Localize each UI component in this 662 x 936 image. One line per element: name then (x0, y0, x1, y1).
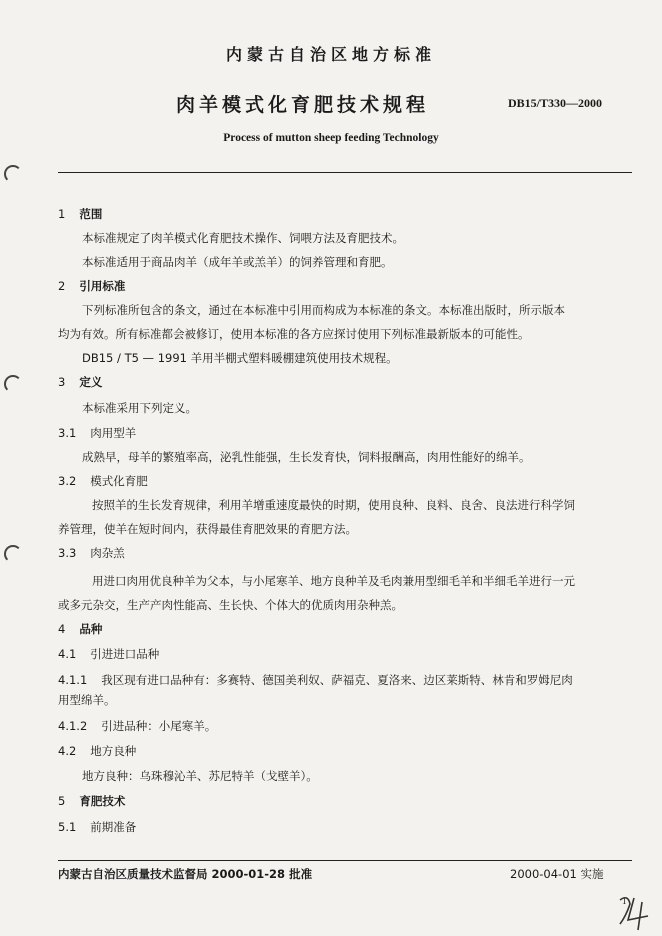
section-heading (58, 718, 216, 734)
punch-hole-mark (4, 545, 22, 563)
paragraph-text: 均为有效。所有标准都会被修订，使用本标准的各方应探讨使用下列标准最新版本的可能性。 (58, 327, 530, 341)
section-number: 4 (58, 622, 66, 636)
body-text-line (58, 521, 357, 537)
paragraph-text: 养管理，使羊在短时间内，获得最佳育肥效果的育肥方法。 (58, 522, 357, 536)
body-text-line (82, 400, 197, 416)
paragraph-text: 本标准规定了肉羊模式化育肥技术操作、饲喂方法及育肥技术。 (82, 231, 404, 245)
section-heading (58, 545, 125, 561)
body-text-line (82, 449, 531, 465)
section-number: 3.3 (58, 546, 77, 560)
section-number: 3.2 (58, 474, 77, 488)
section-heading (58, 206, 102, 222)
issuer-approval: 内蒙古自治区质量技术监督局 2000-01-28 批准 (58, 867, 313, 881)
section-number: 1 (58, 207, 66, 221)
paragraph-text: 地方良种：乌珠穆沁羊、苏尼特羊（戈壁羊）。 (82, 769, 318, 783)
punch-hole-mark (4, 375, 22, 393)
punch-hole-mark (4, 165, 22, 183)
section-heading (58, 646, 159, 662)
body-text-line (82, 350, 398, 366)
section-number: 5 (58, 794, 66, 808)
section-title: 定义 (79, 375, 103, 389)
section-title: 范围 (79, 207, 103, 221)
section-title: 引进品种：小尾寒羊。 (101, 719, 217, 733)
section-number: 3 (58, 375, 66, 389)
standard-code: DB15/T330—2000 (508, 96, 603, 110)
section-heading (58, 819, 136, 835)
paragraph-text: 下列标准所包含的条文，通过在本标准中引用而构成为本标准的条文。本标准出版时，所示版本 (82, 303, 565, 317)
body-text-line (58, 326, 530, 342)
section-heading (58, 793, 125, 809)
section-heading (58, 425, 136, 441)
body-text-line (82, 768, 318, 784)
section-heading (58, 278, 125, 294)
section-title: 肉用型羊 (90, 426, 137, 440)
body-text-line (58, 692, 116, 708)
body-text-line (82, 302, 565, 318)
section-title: 肉杂羔 (90, 546, 125, 560)
paragraph-text: 本标准采用下列定义。 (82, 401, 197, 415)
section-title: 模式化育肥 (90, 474, 148, 488)
header-rule (58, 172, 632, 173)
standard-title: 肉羊模式化育肥技术规程 (176, 94, 430, 116)
section-number: 5.1 (58, 820, 77, 834)
section-number: 2 (58, 279, 66, 293)
body-text-line (82, 254, 393, 270)
section-title: 品种 (79, 622, 103, 636)
paragraph-text: 用进口肉用优良种羊为父本，与小尾寒羊、地方良种羊及毛肉兼用型细毛羊和半细毛羊进行一元 (92, 574, 575, 588)
paragraph-text: 本标准适用于商品肉羊（成年羊或羔羊）的饲养管理和育肥。 (82, 255, 393, 269)
paragraph-text: 用型绵羊。 (58, 693, 116, 707)
section-number: 4.1.2 (58, 719, 88, 733)
standard-category: 内蒙古自治区地方标准 (225, 45, 436, 64)
body-text-line (92, 497, 575, 513)
section-number: 4.1 (58, 647, 77, 661)
section-number: 3.1 (58, 426, 77, 440)
page-number: 1 (622, 896, 627, 906)
paragraph-text: DB15 / T5 — 1991 羊用半棚式塑料暖棚建筑使用技术规程。 (82, 351, 398, 365)
section-title: 地方良种 (90, 744, 137, 758)
section-heading (58, 672, 573, 688)
english-title: Process of mutton sheep feeding Technology (223, 132, 439, 144)
section-number: 4.2 (58, 744, 77, 758)
body-text-line (82, 230, 404, 246)
section-heading (58, 743, 136, 759)
section-heading (58, 374, 102, 390)
section-title: 引用标准 (79, 279, 126, 293)
section-title: 前期准备 (90, 820, 137, 834)
paragraph-text: 按照羊的生长发育规律，利用羊增重速度最快的时期，使用良种、良料、良舍、良法进行科学饲 (92, 498, 575, 512)
section-title: 我区现有进口品种有：多赛特、德国美利奴、萨福克、夏洛来、边区莱斯特、林肯和罗姆尼肉 (101, 673, 573, 687)
body-text-line (92, 573, 575, 589)
footer-rule (58, 860, 632, 861)
paragraph-text: 成熟早，母羊的繁殖率高，泌乳性能强，生长发育快，饲料报酬高，肉用性能好的绵羊。 (82, 450, 531, 464)
section-number: 4.1.1 (58, 673, 88, 687)
section-title: 育肥技术 (79, 794, 126, 808)
implementation-date: 2000-04-01 实施 (510, 867, 604, 881)
section-title: 引进进口品种 (90, 647, 160, 661)
body-text-line (58, 597, 403, 613)
paragraph-text: 或多元杂交，生产产肉性能高、生长快、个体大的优质肉用杂种羔。 (58, 598, 403, 612)
section-heading (58, 621, 102, 637)
handwritten-mark-icon (614, 892, 658, 932)
section-heading (58, 473, 148, 489)
